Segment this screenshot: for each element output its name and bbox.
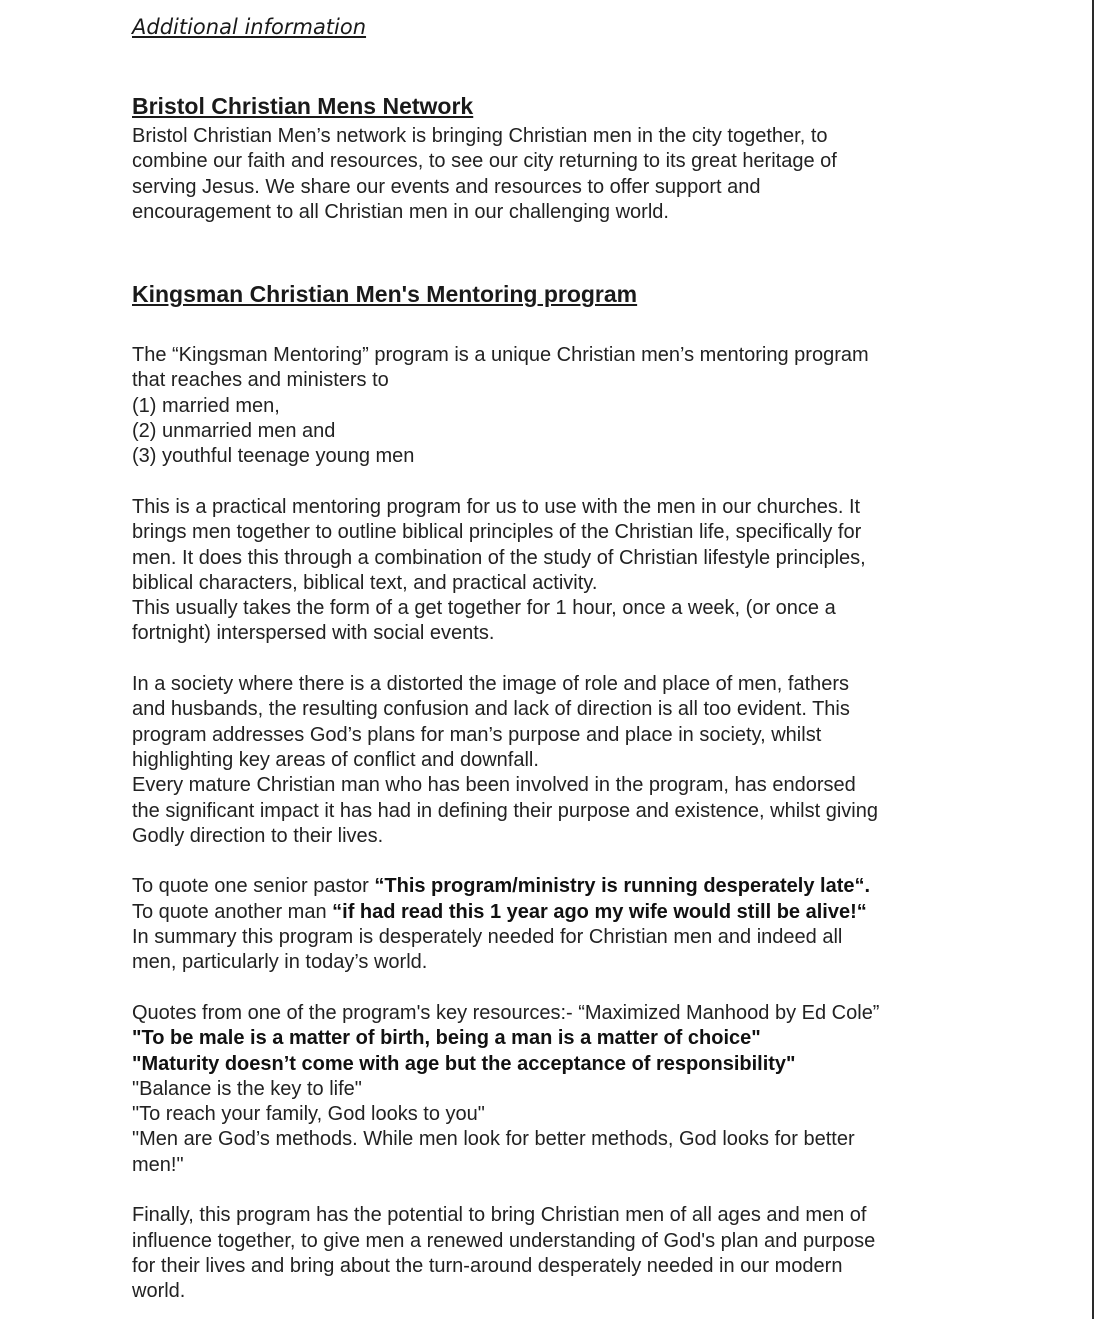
- text-line: the significant impact it has had in defining their purpose and existence, whilst giving: [132, 799, 878, 822]
- pastor-quote-line: [132, 874, 1032, 899]
- text-line: men, particularly in today’s world.: [132, 951, 428, 974]
- section-title-kingsman-program: Kingsman Christian Men's Mentoring program: [132, 281, 638, 308]
- text-line: brings men together to outline biblical principles of the Christian life, specifically for: [132, 521, 862, 544]
- bold-quote: "Maturity doesn’t come with age but the acceptance of responsibility": [132, 1052, 796, 1075]
- paragraph-resource-quotes: [132, 1001, 1032, 1178]
- plain-quote: "To reach your family, God looks to you": [132, 1103, 485, 1126]
- text-line: In summary this program is desperately needed for Christian men and indeed all: [132, 926, 843, 949]
- paragraph-bristol-network: [132, 124, 1032, 225]
- text-line: for their lives and bring about the turn-around desperately needed in our modern: [132, 1254, 843, 1277]
- plain-quote: "Balance is the key to life": [132, 1077, 362, 1100]
- text-line: encouragement to all Christian men in our challenging world.: [132, 200, 669, 223]
- text-line: In a society where there is a distorted the image of role and place of men, fathers: [132, 673, 850, 696]
- pastor-quote-text: “This program/ministry is running desperately late“.: [374, 875, 871, 898]
- plain-quote: men!": [132, 1153, 184, 1176]
- man-quote-prefix: To quote another man: [132, 900, 333, 923]
- plain-quote: "Men are God’s methods. While men look for better methods, God looks for better: [132, 1128, 855, 1151]
- paragraph-testimonials: [132, 874, 1032, 975]
- text-line: This usually takes the form of a get together for 1 hour, once a week, (or once a: [132, 597, 836, 620]
- text-line: The “Kingsman Mentoring” program is a unique Christian men’s mentoring program: [132, 344, 869, 367]
- document-heading: Additional information: [132, 15, 367, 39]
- list-item: (1) married men,: [132, 394, 280, 417]
- page-edge-line: [1092, 0, 1094, 1319]
- text-line: program addresses God’s plans for man’s purpose and place in society, whilst: [132, 723, 822, 746]
- bold-quote: "To be male is a matter of birth, being a man is a matter of choice": [132, 1027, 761, 1050]
- text-line: Finally, this program has the potential to bring Christian men of all ages and men of: [132, 1204, 867, 1227]
- text-line: biblical characters, biblical text, and practical activity.: [132, 571, 598, 594]
- document-page: [132, 12, 1032, 1304]
- man-quote-line: [132, 900, 1032, 925]
- pastor-quote-prefix: To quote one senior pastor: [132, 875, 375, 898]
- text-line: This is a practical mentoring program for us to use with the men in our churches. It: [132, 495, 861, 518]
- paragraph-practical-program: [132, 495, 1032, 647]
- text-line: highlighting key areas of conflict and downfall.: [132, 748, 539, 771]
- man-quote-text: “if had read this 1 year ago my wife would still be alive!“: [332, 900, 867, 923]
- list-item: (2) unmarried men and: [132, 420, 336, 443]
- paragraph-finally: [132, 1203, 1032, 1304]
- text-line: Bristol Christian Men’s network is bringing Christian men in the city together, to: [132, 125, 828, 147]
- text-line: Every mature Christian man who has been involved in the program, has endorsed: [132, 774, 856, 797]
- text-line: serving Jesus. We share our events and resources to offer support and: [132, 175, 761, 198]
- paragraph-kingsman-intro: [132, 343, 1032, 469]
- text-line: men. It does this through a combination of the study of Christian lifestyle principles,: [132, 546, 866, 569]
- section-title-bristol-network: Bristol Christian Mens Network: [132, 93, 474, 119]
- text-line: combine our faith and resources, to see our city returning to its great heritage of: [132, 150, 837, 173]
- text-line: that reaches and ministers to: [132, 369, 389, 392]
- text-line: influence together, to give men a renewed understanding of God's plan and purpose: [132, 1229, 876, 1252]
- text-line: fortnight) interspersed with social events.: [132, 622, 495, 645]
- text-line: Godly direction to their lives.: [132, 824, 384, 847]
- list-item: (3) youthful teenage young men: [132, 445, 415, 468]
- quotes-intro: Quotes from one of the program's key resources:- “Maximized Manhood by Ed Cole”: [132, 1001, 880, 1024]
- text-line: and husbands, the resulting confusion and lack of direction is all too evident. This: [132, 698, 850, 721]
- text-line: world.: [132, 1280, 186, 1303]
- paragraph-society: [132, 672, 1032, 849]
